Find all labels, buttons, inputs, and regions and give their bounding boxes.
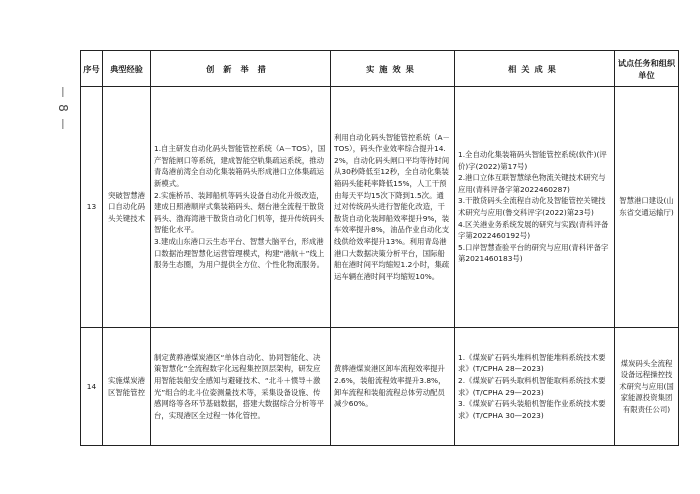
innovation-item: 3.建成山东港口云生态平台、智慧大脑平台，形成港口数据治理智慧化运营管理模式，构建“港航＋”线上服务生态圈，为用户提供全方位、个性化物流服务。 xyxy=(154,236,325,270)
row-results: 1.全自动化集装箱码头智能管控系统(软件)(评价)字(2022)第17号) 2.港口立体互联智慧绿色物流关键技术研究与应用(青科评备字第2022460287) 3.干散货码头全流程自动化及智能管控关键技术研究与应用(鲁交科评字(2022)第23号) 4.区关港业务系统发展的研究与实践(青科评备字第2022460192号) 5.口岸智慧查验平台的研究与应用(青科评备字第2021460183号) xyxy=(455,87,615,328)
pilot-experience-table xyxy=(80,50,679,446)
table-header-row xyxy=(81,51,679,87)
header-results: 相关成果 xyxy=(455,51,615,87)
page-number-dash-bottom: — xyxy=(57,118,70,130)
innovation-item: 制定黄骅港煤炭港区“单体自动化、协同智能化、决策智慧化”全流程数字化远程集控顶层架构，研发应用智能装船安全感知与避碰技术、“北斗＋惯导＋激光”组合的北斗位姿测量技术等，采集设备设施、传感网络等各环节基础数据，搭建大数据综合分析等平台，实现港区全过程一体化管控。 xyxy=(154,352,324,420)
row-unit: 智慧港口建设(山东省交通运输厅) xyxy=(615,87,679,328)
row-experience: 突破智慧港口自动化码头关键技术 xyxy=(103,87,151,328)
innovation-item: 1.自主研发自动化码头智能管控系统（A－TOS），国产智能闸口等系统，建成智能空轨集疏运系统，推动青岛港前湾全自动化集装箱码头形成港口立体集疏运新模式。 xyxy=(154,144,326,189)
header-seq: 序号 xyxy=(81,51,103,87)
page-number xyxy=(52,84,74,132)
row-seq: 13 xyxy=(81,87,103,328)
table-row xyxy=(81,87,679,328)
row-unit: 煤炭码头全流程设备远程操控技术研究与应用(国家能源投资集团有限责任公司) xyxy=(615,328,679,446)
page-number-value: 8 xyxy=(56,104,70,112)
header-innovation: 创新举措 xyxy=(151,51,331,87)
row-effect: 黄骅港煤炭港区卸车流程效率提升2.6%，装船流程效率提升3.8%，卸车流程和装船流程总体劳动配员减少60%。 xyxy=(331,328,455,446)
page-number-dash-top: — xyxy=(57,86,70,98)
row-innovation xyxy=(151,328,331,446)
header-unit: 试点任务和组织单位 xyxy=(615,51,679,87)
row-effect: 利用自动化码头智能管控系统（A－TOS），码头作业效率综合提升14.2%，自动化码头闸口平均等待时间从30秒降低至12秒，全自动化集装箱码头能耗率降低15%，人工干预由每天平均15次下降到1.5次。通过对传统码头进行智能化改造，干散货自动化装卸船效率提升9%，装车效率提升8%，油品作业自动化支线供给效率提升13%。利用青岛港港口大数据决策分析平台，国际船舶在港时间平均缩短1.2小时，集疏运车辆在港时间平均缩短10%。 xyxy=(331,87,455,328)
row-results: 1.《煤炭矿石码头堆料机智能堆料系统技术要求》(T/CPHA 28—2023) 2.《煤炭矿石码头取料机智能取料系统技术要求》(T/CPHA 29—2023) 3.《煤炭矿石码头装船机智能作业系统技术要求》(T/CPHA 30—2023) xyxy=(455,328,615,446)
row-seq: 14 xyxy=(81,328,103,446)
row-innovation xyxy=(151,87,331,328)
table-row xyxy=(81,328,679,446)
row-experience: 实施煤炭港区智能管控 xyxy=(103,328,151,446)
innovation-item: 2.实施桥吊、装卸船机等码头设备自动化升级改造，建成日照港顺岸式集装箱码头、烟台港全流程干散货码头、渤海湾港干散货自动化门机等，提升传统码头智能化水平。 xyxy=(154,190,324,235)
header-experience: 典型经验 xyxy=(103,51,151,87)
header-effect: 实施效果 xyxy=(331,51,455,87)
